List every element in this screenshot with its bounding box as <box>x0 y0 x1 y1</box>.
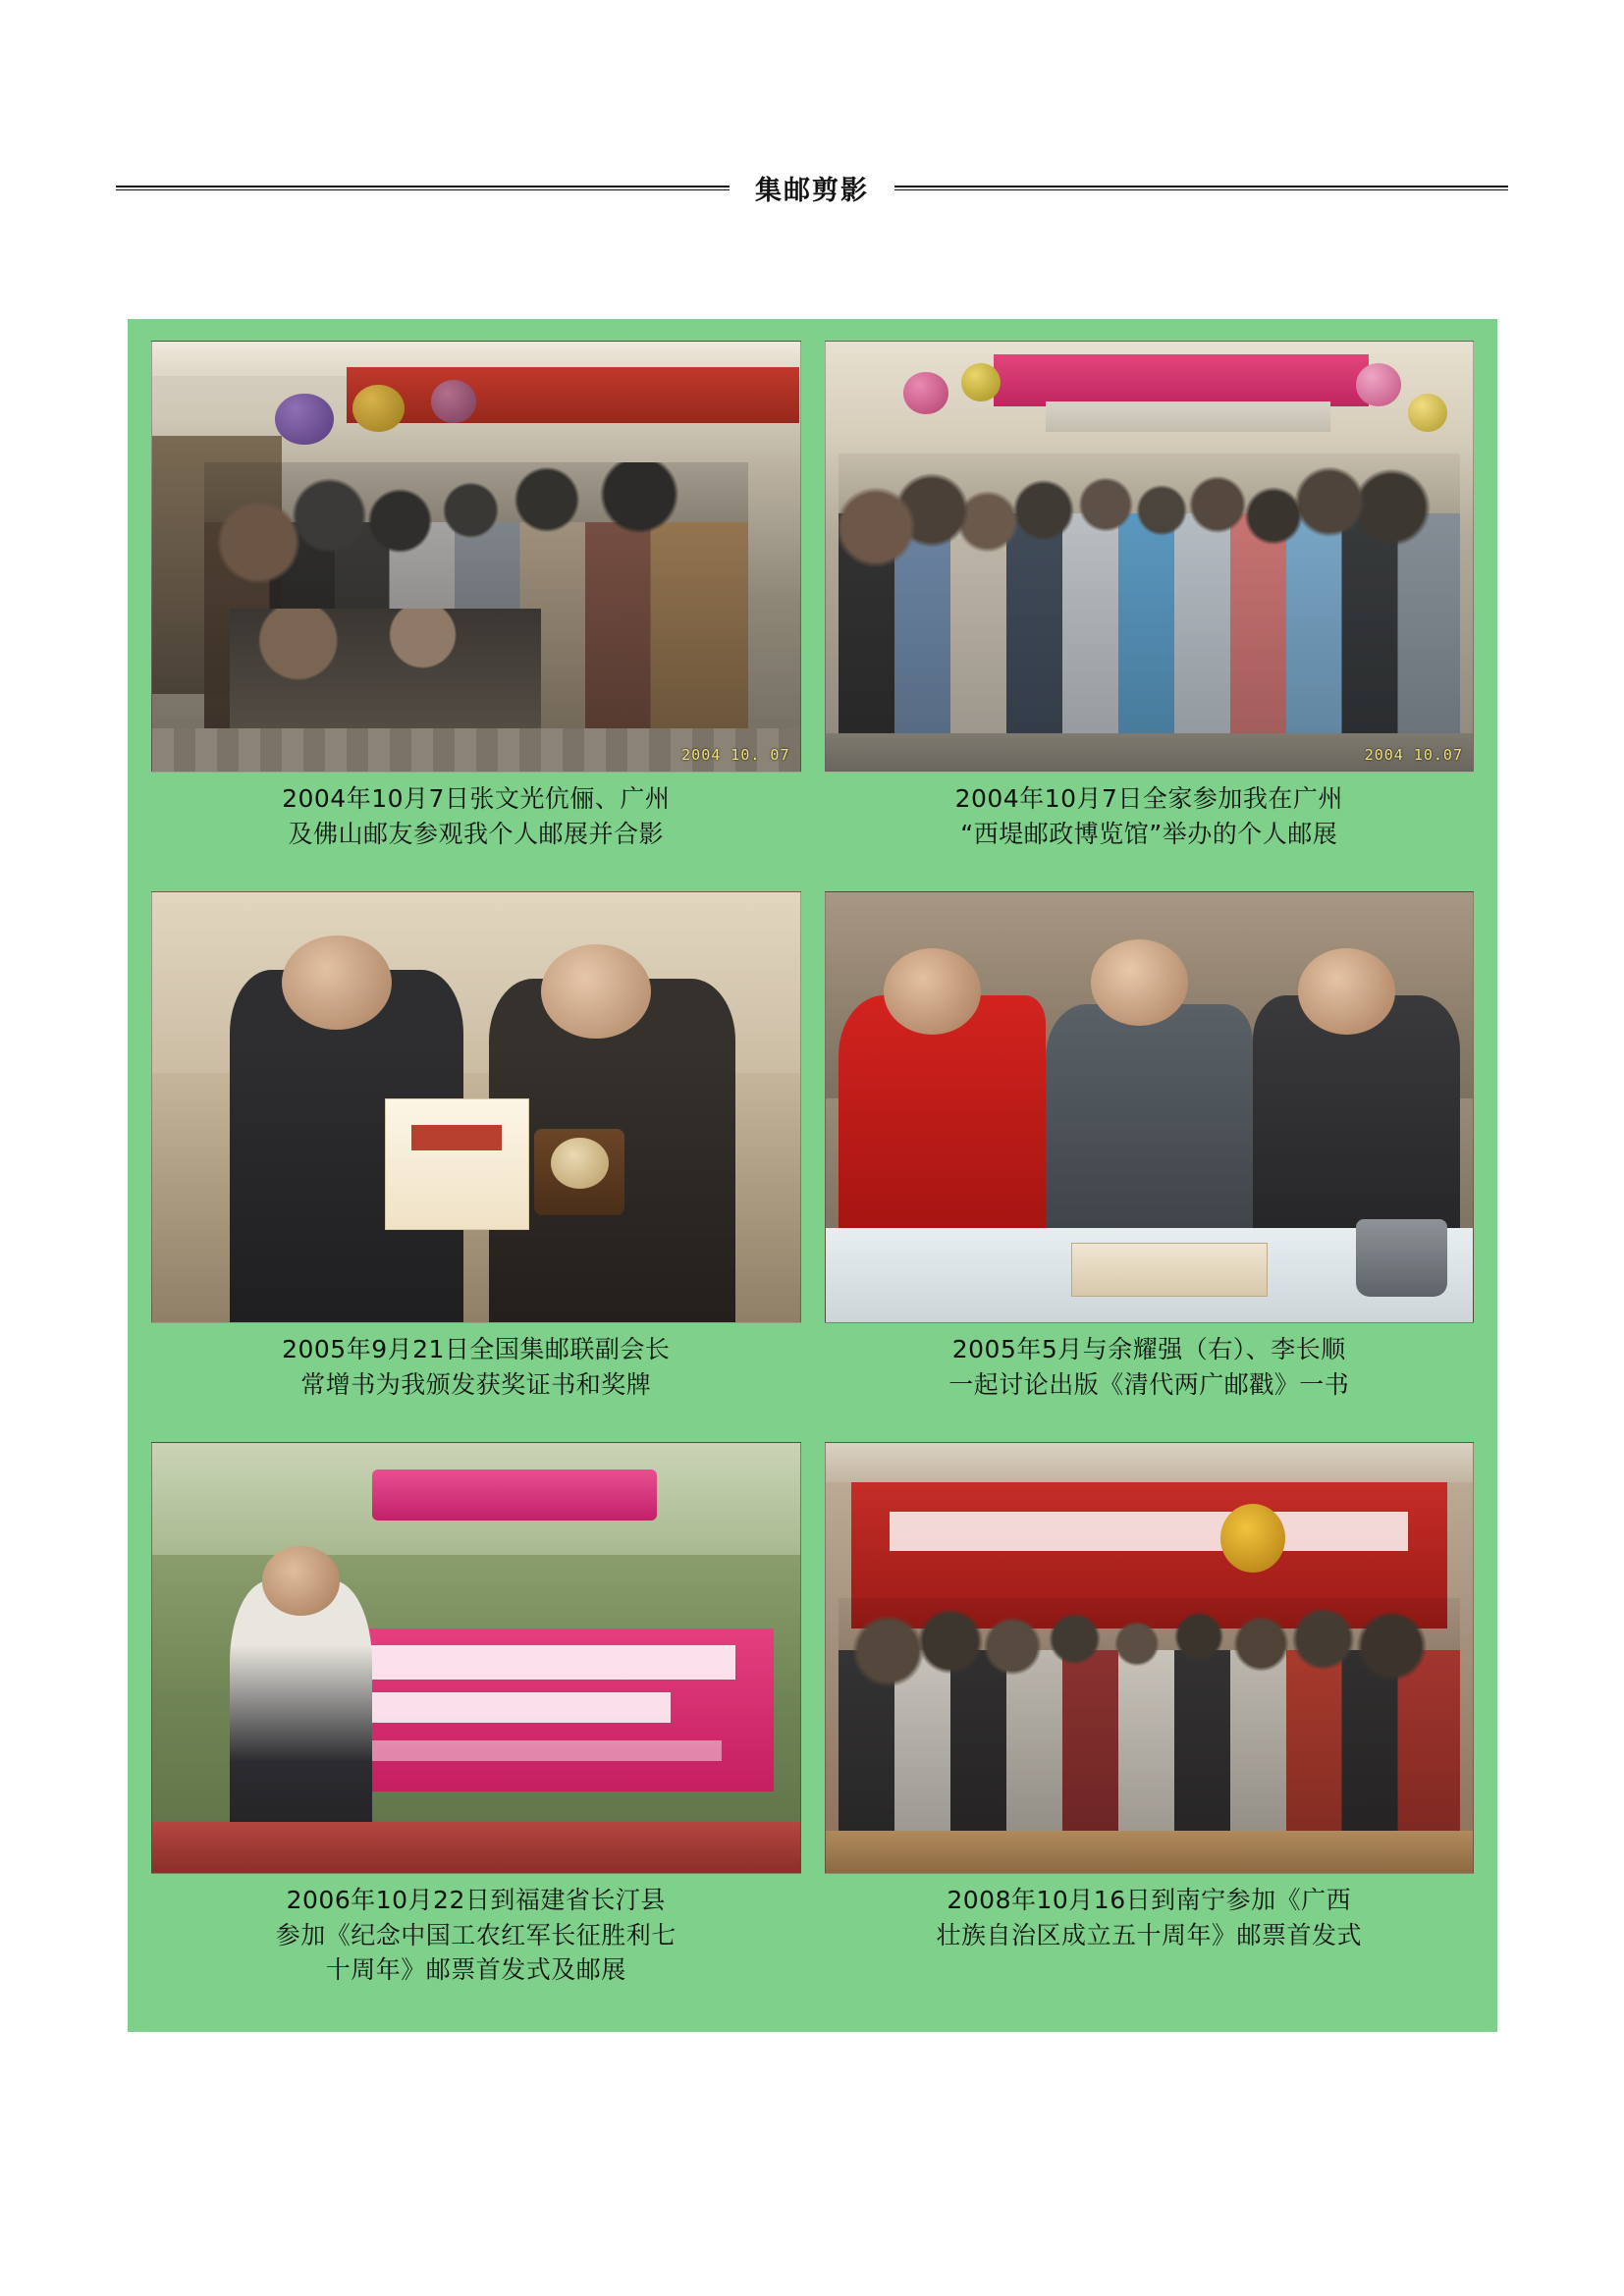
head-right <box>541 944 651 1039</box>
photo-cell-2 <box>825 341 1475 874</box>
photo-caption-6 <box>825 1883 1475 1952</box>
caption-line: 2004年10月7日全家参加我在广州 <box>954 784 1343 813</box>
caption-line: 2006年10月22日到福建省长汀县 <box>286 1886 666 1915</box>
certificate-title-band <box>411 1125 502 1150</box>
head-center <box>1091 939 1188 1026</box>
head-right <box>1298 948 1395 1035</box>
arch-banner <box>372 1469 657 1522</box>
balloon-icon <box>1408 394 1447 432</box>
photo-image-2 <box>825 341 1475 773</box>
caption-line: 及佛山邮友参观我个人邮展并合影 <box>288 819 664 848</box>
caption-line: 一起讨论出版《清代两广邮戳》一书 <box>948 1369 1350 1399</box>
balloon-icon <box>352 385 405 432</box>
caption-line: 2004年10月7日张文光伉俪、广州 <box>282 784 671 813</box>
photo-caption-5 <box>151 1883 801 1988</box>
photo-caption-3 <box>151 1332 801 1402</box>
header-rule-left <box>116 186 730 190</box>
photo-image-4 <box>825 891 1475 1323</box>
banner-text-line <box>347 1692 671 1723</box>
photo-gallery-panel <box>128 319 1497 2032</box>
caption-line: 常增书为我颁发获奖证书和奖牌 <box>300 1369 652 1399</box>
photo-cell-1 <box>151 341 801 874</box>
head-foreground <box>262 1546 340 1615</box>
head-left <box>282 935 392 1030</box>
group-heads <box>839 1598 1460 1839</box>
page-header <box>116 167 1508 208</box>
balloon-icon <box>1356 363 1401 406</box>
photo-image-3 <box>151 891 801 1323</box>
plaque-medallion <box>551 1138 609 1190</box>
photo-date-stamp: 2004 10. 07 <box>681 746 790 764</box>
photo-grid <box>151 341 1474 2010</box>
pink-banner <box>994 354 1370 406</box>
floor-region <box>826 1831 1474 1874</box>
banner-subtitle <box>1046 401 1330 432</box>
head-left <box>884 948 981 1035</box>
teapot-icon <box>1356 1219 1446 1297</box>
photo-caption-1 <box>151 781 801 851</box>
caption-line: 2008年10月16日到南宁参加《广西 <box>947 1886 1352 1915</box>
group-heads <box>839 454 1460 737</box>
caption-line: 2005年9月21日全国集邮联副会长 <box>282 1335 671 1364</box>
red-carpet <box>152 1822 800 1874</box>
balloon-icon <box>275 394 333 446</box>
caption-line: 2005年5月与余耀强（右）、李长顺 <box>951 1335 1346 1364</box>
balloon-icon <box>431 380 476 423</box>
photo-image-5 <box>151 1442 801 1874</box>
caption-line: 壮族自治区成立五十周年》邮票首发式 <box>936 1920 1362 1949</box>
caption-line: 十周年》邮票首发式及邮展 <box>325 1955 626 1985</box>
photo-date-stamp: 2004 10.07 <box>1364 746 1463 764</box>
ceiling-region <box>826 1443 1474 1481</box>
backdrop-text-band <box>890 1512 1408 1550</box>
award-certificate <box>385 1098 529 1229</box>
photo-cell-6 <box>825 1442 1475 2010</box>
open-book <box>1071 1243 1268 1297</box>
photo-cell-5 <box>151 1442 801 2010</box>
caption-line: 参加《纪念中国工农红军长征胜利七 <box>275 1920 677 1949</box>
photo-cell-3 <box>151 891 801 1424</box>
photo-image-6 <box>825 1442 1475 1874</box>
page-title: 集邮剪影 <box>755 175 869 206</box>
header-rule-right <box>894 186 1508 190</box>
red-banner <box>347 367 800 423</box>
photo-cell-4 <box>825 891 1475 1424</box>
anniversary-logo-icon <box>1220 1504 1285 1573</box>
photo-caption-2 <box>825 781 1475 851</box>
balloon-icon <box>961 363 1001 401</box>
balloon-icon <box>903 372 948 415</box>
photo-caption-4 <box>825 1332 1475 1402</box>
caption-line: “西堤邮政博览馆”举办的个人邮展 <box>960 819 1338 848</box>
photo-image-1 <box>151 341 801 773</box>
